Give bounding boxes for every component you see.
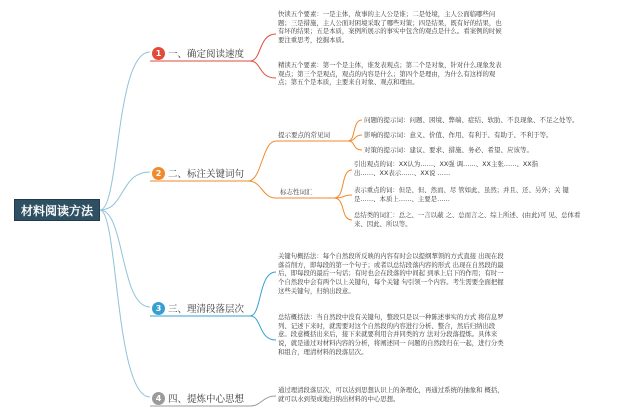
marker-item-summary: 总结类的词汇：总之、一言以蔽 之、总而言之、综上所述、(由此)可 见、总体看 来、因此、所以等。 xyxy=(354,211,581,228)
root-label: 材料阅读方法 xyxy=(20,203,93,218)
branch-1-paragraph-1: 快读五个要素：一是主体，故事的主人公是谁；二是处境，主人公面临哪些问 题；三是措施，主人公面对困境采取了哪些对策；四是结果，既有好的结果，也 有坏的结果；五是本质，案例所展示的事实中包含的观点是什么。看案例的时候 要注重思考，挖掘本质。 xyxy=(278,10,502,44)
link-b2-g2 xyxy=(248,181,276,198)
link-b2-g1 xyxy=(248,141,276,181)
number-circle-3: 3 xyxy=(152,302,165,315)
link-root-b1 xyxy=(100,52,150,210)
group-common-hint-words: 提示要点的常见词 xyxy=(278,131,330,139)
link-b3-p1 xyxy=(250,272,276,316)
link-b3-p2 xyxy=(250,316,276,340)
link-b4-p1 xyxy=(250,396,276,406)
branch-3-label: 三、理清段落层次 xyxy=(168,304,245,315)
number-circle-2: 2 xyxy=(152,167,165,180)
branch-3-paragraph-2: 总结概括法：当自然段中没有关键句，整段只是以一种陈述事实的方式 将信息罗 列、记述下来时，就需要对这个自然段的内容进行分析、整合，然后归纳出段 意。段意概括出来后，接下来就要利用合并同类的方 法对分段落提炼。具体来 说，就是通过对材料内容的分析，将阐述同一 问题的自然段归在一起，进行分类 和组合，理清材料的段落层次。 xyxy=(278,313,504,356)
branch-4-label: 四、提炼中心思想 xyxy=(168,394,245,405)
link-g1-i3 xyxy=(348,141,362,150)
number-circle-4: 4 xyxy=(152,392,165,405)
branch-4-node[interactable] xyxy=(152,388,244,408)
link-g2-i2 xyxy=(334,195,352,198)
branch-3-paragraph-1: 关键句概括法：每个自然段所反映的内容有时会以提纲挈领的方式直接 出现在段 落首削方，即每段的第一个句子；或者以总结段落内容的形式 出现在自然段的最 后，即每段的最后一句话；有时也会在段落的中间起 到承上启下的作用；有时一 个自然段中会有两个以上关键句，每个关键 句引领一个内容。考生需要全面把握 这些关键句，归纳出段意。 xyxy=(278,252,504,295)
link-root-b4 xyxy=(100,210,150,397)
branch-1-label: 一、确定阅读速度 xyxy=(168,49,245,60)
number-circle-1: 1 xyxy=(152,47,165,60)
link-g2-i3 xyxy=(334,198,352,220)
branch-1-paragraph-2: 精读五个要素：第一个是主体，谁发表观点；第二个是对象，针对什么现象发表 观点；第三个是观点，观点的内容是什么；第四个是理由，为什么有这样的观 点；第五个是本质，主要来自对象、观点和理由。 xyxy=(278,61,502,87)
branch-4-paragraph-1: 通过理清段落层次，可以达到思想认识上的条理化，再通过系统的抽象和 概括， 就可以水到渠成地归纳出材料的中心思想。 xyxy=(278,386,504,403)
link-b1-p1 xyxy=(250,34,276,61)
hint-item-problem: 问题的提示词：问题、困境、弊端、症结、软肋、不良现象、不足之处等。 xyxy=(364,116,579,124)
hint-item-impact: 影响的提示词：意义、价值、作用、有利于、有助于、不利于等。 xyxy=(364,131,553,139)
branch-2-node[interactable] xyxy=(152,163,244,183)
root-node[interactable] xyxy=(14,199,100,221)
link-b1-p2 xyxy=(250,61,276,78)
link-g2-i1 xyxy=(334,170,352,198)
branch-2-label: 二、标注关键词句 xyxy=(168,169,245,180)
branch-1-node[interactable] xyxy=(152,43,244,63)
marker-item-viewpoint: 引出观点的词：XX认为……、XX强 调……、XX主张……、XX指 出……、XX表示……、XX说 …… xyxy=(354,160,539,177)
marker-item-emphasis: 表示重点的词：但是、但、然而、尽 管如此、虽然；并且、还、另外；关 键 是……、本质上……、主要是…… xyxy=(354,186,569,203)
link-root-b2 xyxy=(100,172,150,210)
branch-3-node[interactable] xyxy=(152,298,244,318)
hint-item-measure: 对策的提示词：建议、要求、措施、务必、希望、应该等。 xyxy=(364,146,533,154)
group-marker-words: 标志性词汇 xyxy=(280,188,313,196)
